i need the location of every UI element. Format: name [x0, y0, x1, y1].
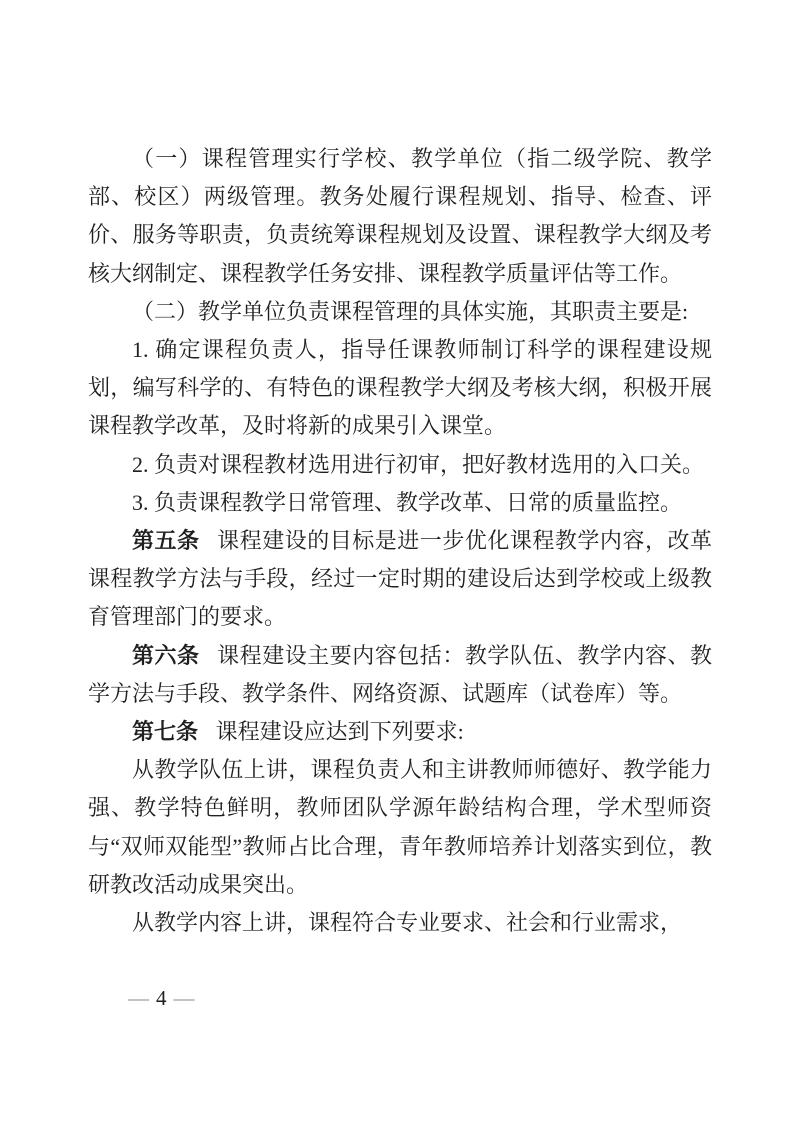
- article-number-label: 第五条: [132, 528, 200, 554]
- body-paragraph: 3. 负责课程教学日常管理、教学改革、日常的质量监控。: [132, 489, 683, 515]
- article-paragraph: 第七条 课程建设应达到下列要求:: [132, 719, 464, 745]
- article-number-label: 第七条: [132, 719, 199, 745]
- body-paragraph: 从教学内容上讲，课程符合专业要求、社会和行业需求，: [132, 910, 683, 936]
- article-paragraph: 第六条 课程建设主要内容包括：教学队伍、教学内容、教学方法与手段、教学条件、网络资源、试题库（试卷库）等。: [88, 642, 712, 706]
- footer-dash-left: —: [128, 986, 149, 1010]
- body-paragraph: 2. 负责对课程教材选用进行初审，把好教材选用的入口关。: [132, 451, 705, 477]
- footer-dash-right: —: [173, 986, 195, 1010]
- body-paragraph: 1. 确定课程负责人，指导任课教师制订科学的课程建设规划，编写科学的、有特色的课程教学大纲及考核大纲，积极开展课程教学改革，及时将新的成果引入课堂。: [88, 337, 712, 439]
- page-footer: [128, 986, 195, 1010]
- page-number: 4: [156, 986, 167, 1010]
- document-body: [88, 140, 712, 942]
- body-paragraph: （一）课程管理实行学校、教学单位（指二级学院、教学部、校区）两级管理。教务处履行课程规划、指导、检查、评价、服务等职责，负责统筹课程规划及设置、课程教学大纲及考核大纲制定、课程教学任务安排、课程教学质量评估等工作。: [88, 146, 712, 286]
- article-paragraph: 第五条 课程建设的目标是进一步优化课程教学内容，改革课程教学方法与手段，经过一定时期的建设后达到学校或上级教育管理部门的要求。: [88, 528, 712, 630]
- body-paragraph: 从教学队伍上讲，课程负责人和主讲教师师德好、教学能力强、教学特色鲜明，教师团队学源年龄结构合理，学术型师资与“双师双能型”教师占比合理，青年教师培养计划落实到位，教研教改活动成果突出。: [88, 757, 712, 897]
- body-paragraph: （二）教学单位负责课程管理的具体实施，其职责主要是:: [132, 298, 689, 324]
- article-number-label: 第六条: [132, 642, 200, 668]
